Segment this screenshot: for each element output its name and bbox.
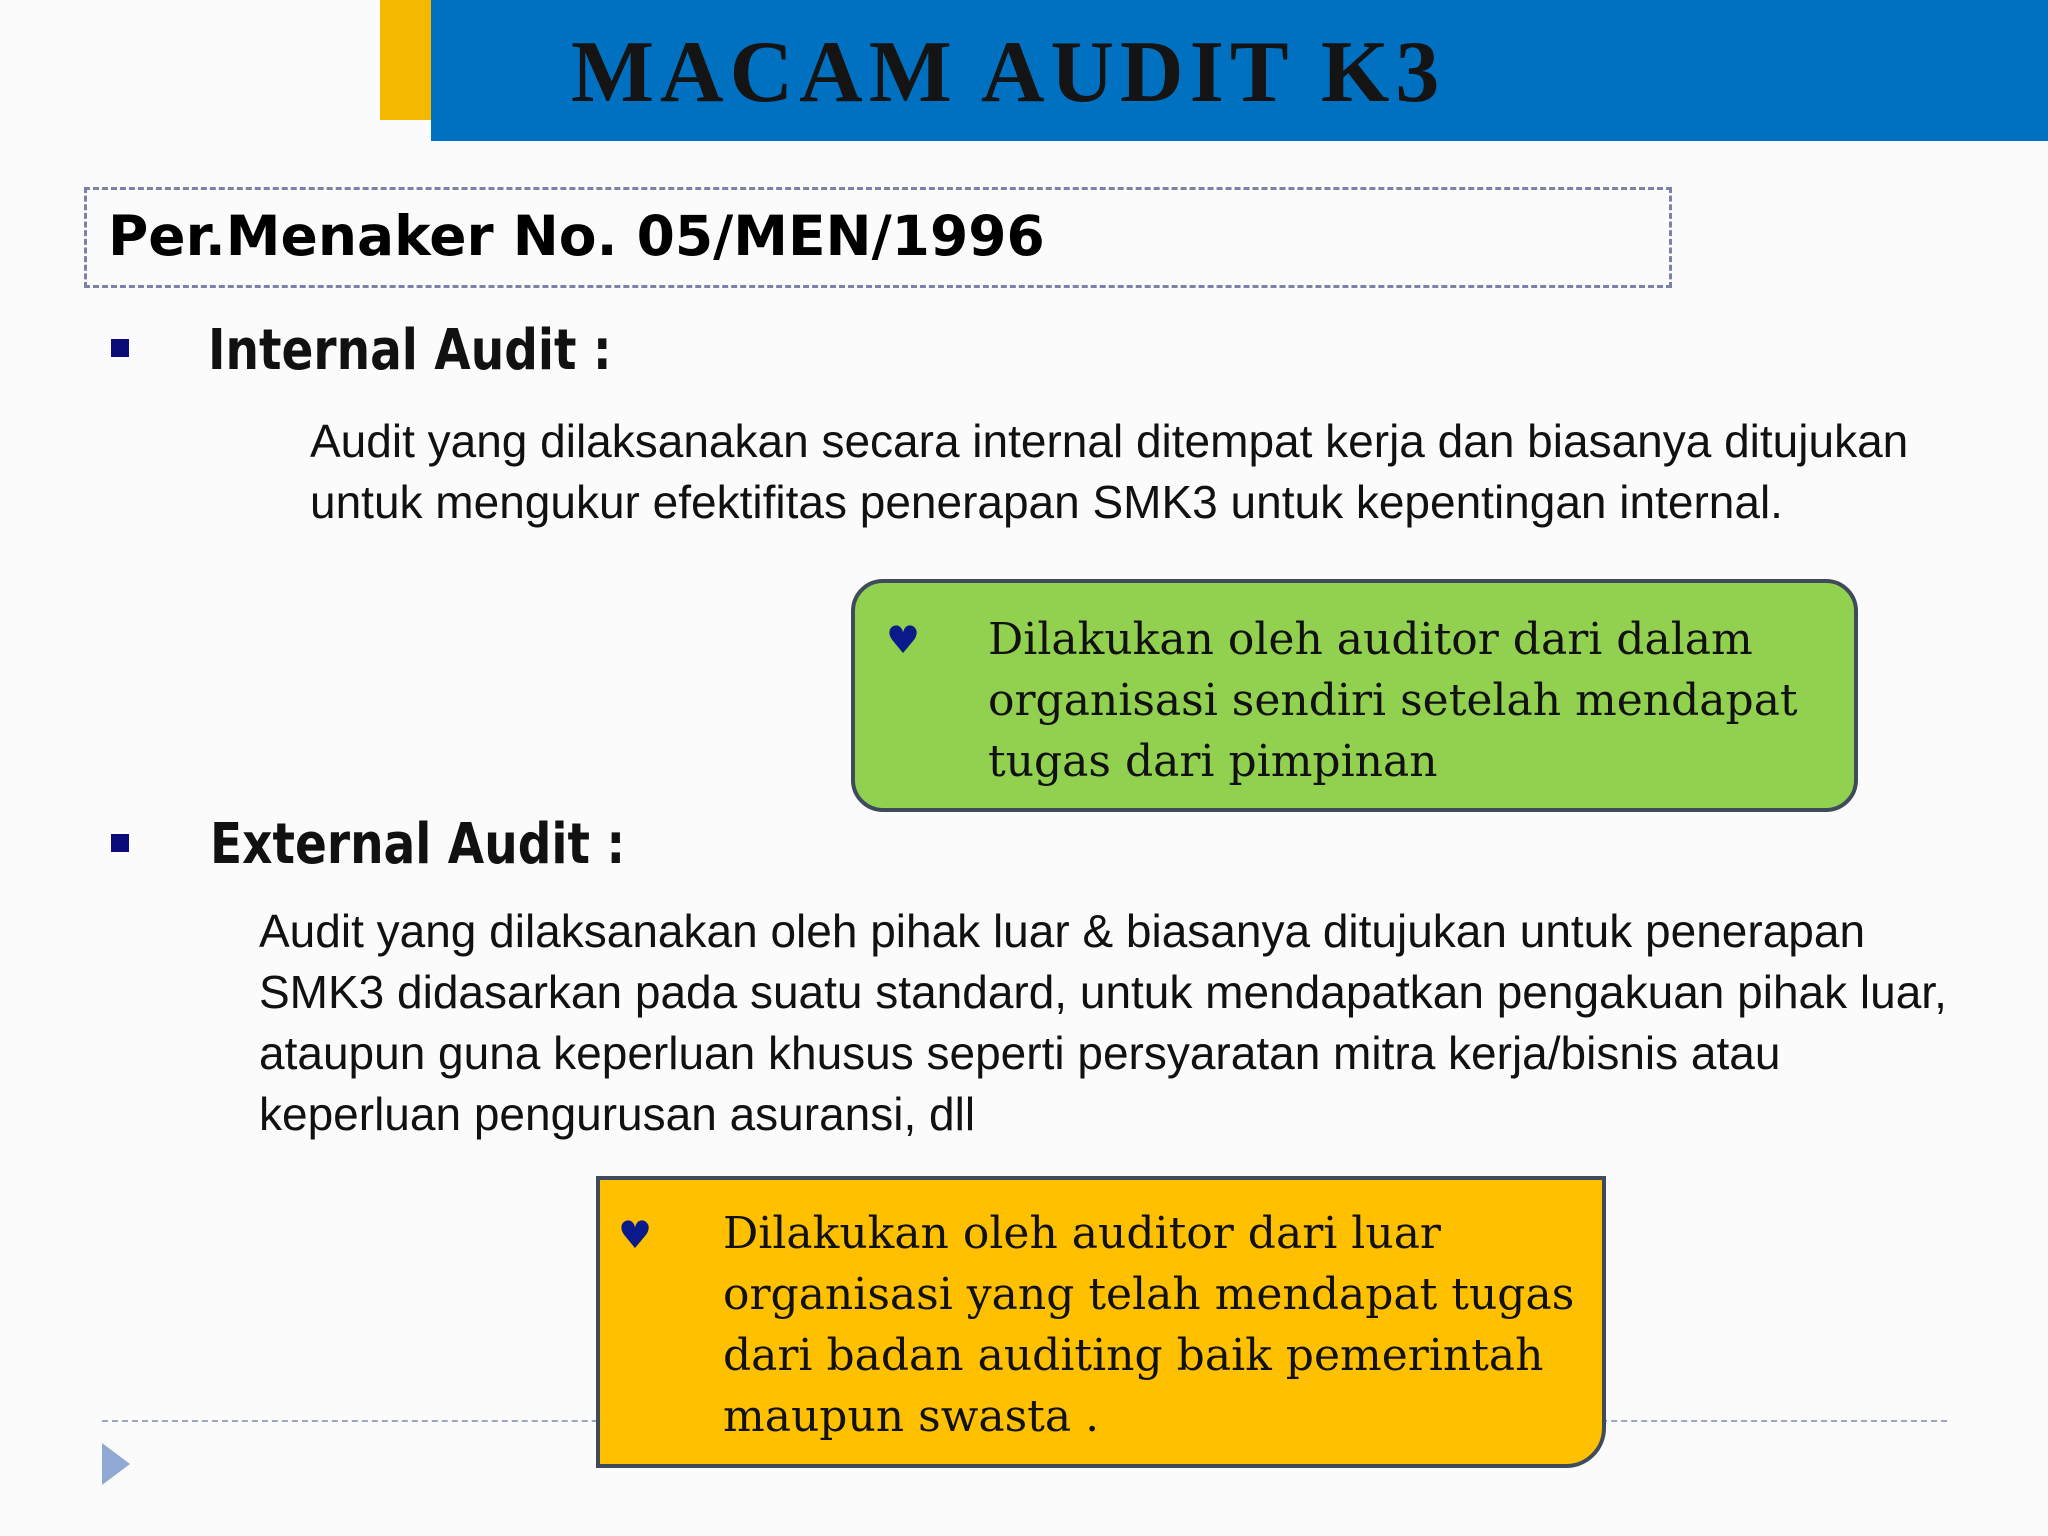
regulation-box bbox=[84, 187, 1672, 288]
heart-icon: ♥ bbox=[886, 618, 921, 662]
external-audit-description: Audit yang dilaksanakan oleh pihak luar & biasanya ditujukan untuk penerapan SMK3 didasarkan pada suatu standard, untuk mendapatkan pengakuan pihak luar, ataupun guna keperluan khusus seperti persyaratan mitra kerja/bisnis atau keperluan pengurusan asuransi, dll bbox=[259, 905, 1947, 1140]
bullet-icon bbox=[111, 339, 129, 357]
title-bar bbox=[431, 0, 2048, 141]
regulation-label: Per.Menaker No. 05/MEN/1996 bbox=[108, 204, 1045, 268]
internal-audit-heading: Internal Audit : bbox=[208, 318, 612, 383]
title-accent-bar bbox=[380, 0, 431, 120]
internal-audit-callout-text: Dilakukan oleh auditor dari dalam organisasi sendiri setelah mendapat tugas dari pimpinan bbox=[988, 614, 1798, 787]
next-slide-arrow-icon[interactable] bbox=[102, 1443, 130, 1485]
external-audit-heading: External Audit : bbox=[210, 812, 626, 877]
internal-audit-callout bbox=[851, 579, 1858, 812]
heart-icon: ♥ bbox=[618, 1213, 653, 1257]
bullet-icon bbox=[111, 834, 129, 852]
external-audit-callout-text: Dilakukan oleh auditor dari luar organisasi yang telah mendapat tugas dari badan auditing baik pemerintah maupun swasta . bbox=[723, 1208, 1575, 1442]
slide-title: MACAM AUDIT K3 bbox=[571, 24, 1446, 121]
internal-audit-description: Audit yang dilaksanakan secara internal ditempat kerja dan biasanya ditujukan untuk mengukur efektifitas penerapan SMK3 untuk kepentingan internal. bbox=[310, 415, 1909, 528]
external-audit-callout bbox=[596, 1176, 1606, 1468]
